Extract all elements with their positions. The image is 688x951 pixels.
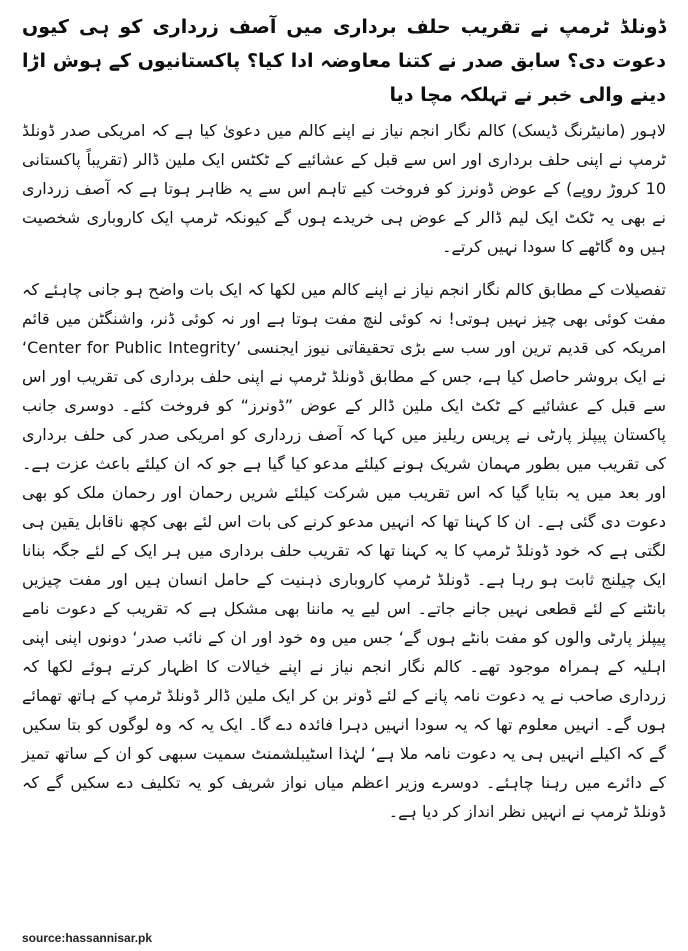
article-page: [22, 10, 666, 945]
article-headline: ڈونلڈ ٹرمپ نے تقریب حلف برداری میں آصف زرداری کو ہی کیوں دعوت دی؟ سابق صدر نے کتنا معاوضہ ادا کیا؟ پاکستانیوں کے ہوش اڑا دینے والی خبر نے تہلکہ مچا دیا: [22, 16, 666, 106]
article-paragraph-details: تفصیلات کے مطابق کالم نگار انجم نیاز نے اپنے کالم میں لکھا کہ ایک بات واضح ہو جانی چاہئے کہ مفت کوئی بھی چیز نہیں ہوتی! نہ کوئی لنچ مفت ہوتا ہے اور نہ کوئی ڈنر، واشنگٹن میں قائم امریکہ کی قدیم ترین اور سب سے بڑی تحقیقاتی نیوز ایجنسی ’Center for Public Integrity‘ نے ایک بروشر حاصل کیا ہے، جس کے مطابق ڈونلڈ ٹرمپ نے اپنی حلف برداری کی تقریب اور اس سے قبل کے عشائیے کے ٹکٹ ایک ملین ڈالر کے عوض ”ڈونرز“ کو فروخت کئے۔ دوسری جانب پاکستان پیپلز پارٹی نے پریس ریلیز میں کہا کہ آصف زرداری کو امریکی صدر کی حلف برداری کی تقریب میں بطور مہمان شریک ہونے کیلئے مدعو کیا گیا ہے جو کہ ان کیلئے باعث عزت ہے۔ اور بعد میں یہ بتایا گیا کہ اس تقریب میں شرکت کیلئے شریں رحمان اور رحمان ملک کو بھی دعوت دی گئی ہے۔ ان کا کہنا تھا کہ انہیں مدعو کرنے کی بات اس لئے بھی کچھ ناقابل یقین ہی لگتی ہے کہ خود ڈونلڈ ٹرمپ کا یہ کہنا تھا کہ تقریب حلف برداری میں ہر ایک کے لئے جگہ بنانا ایک چیلنج ثابت ہو رہا ہے۔ ڈونلڈ ٹرمپ کاروباری ذہنیت کے حامل انسان ہیں اور مفت چیزیں بانٹنے کے لئے قطعی نہیں جانے جاتے۔ اس لیے یہ ماننا بھی مشکل ہے کہ تقریب کے دعوت نامے پیپلز پارٹی والوں کو مفت بانٹے ہوں گے‘ جس میں وہ خود اور ان کے نائب صدر‘ دونوں اپنی اپنی اہلیہ کے ہمراہ موجود تھے۔ کالم نگار انجم نیاز نے اپنے خیالات کا اظہار کرتے ہوئے لکھا کہ زرداری صاحب نے یہ دعوت نامہ پانے کے لئے ڈونر بن کر ایک ملین ڈالر ڈونلڈ ٹرمپ کے ہاتھ تھمائے ہوں گے۔ انہیں معلوم تھا کہ یہ سودا انہیں دہرا فائدہ دے گا۔ ایک یہ کہ وہ لوگوں کو بتا سکیں گے کہ اکیلے انہیں ہی یہ دعوت نامہ ملا ہے‘ لہٰذا اسٹیبلشمنٹ سمیت سبھی کو ان کے ساتھ تمیز کے دائرے میں رہنا چاہئے۔ دوسرے وزیر اعظم میاں نواز شریف کو یہ تکلیف دے سکیں گے کہ ڈونلڈ ٹرمپ نے انہیں نظر انداز کر دیا ہے۔: [22, 280, 667, 821]
article-paragraph-intro: لاہور (مانیٹرنگ ڈیسک) کالم نگار انجم نیاز نے اپنے کالم میں دعویٰ کیا ہے کہ امریکی صدر ڈونلڈ ٹرمپ نے اپنی حلف برداری اور اس سے قبل کے عشائیے کے ٹکٹس ایک ملین ڈالر (تقریباً پاکستانی 10 کروڑ روپے) کے عوض ڈونرز کو فروخت کیے تاہم اس سے یہ ظاہر ہوتا ہے کہ آصف زرداری نے بھی یہ ٹکٹ ایک لیم ڈالر کے عوض ہی خریدے ہوں گے کیونکہ ٹرمپ ایک کاروباری شخصیت ہیں وہ گاٹھے کا سودا نہیں کرتے۔: [22, 121, 666, 256]
source-credit: source:hassannisar.pk: [22, 931, 153, 945]
